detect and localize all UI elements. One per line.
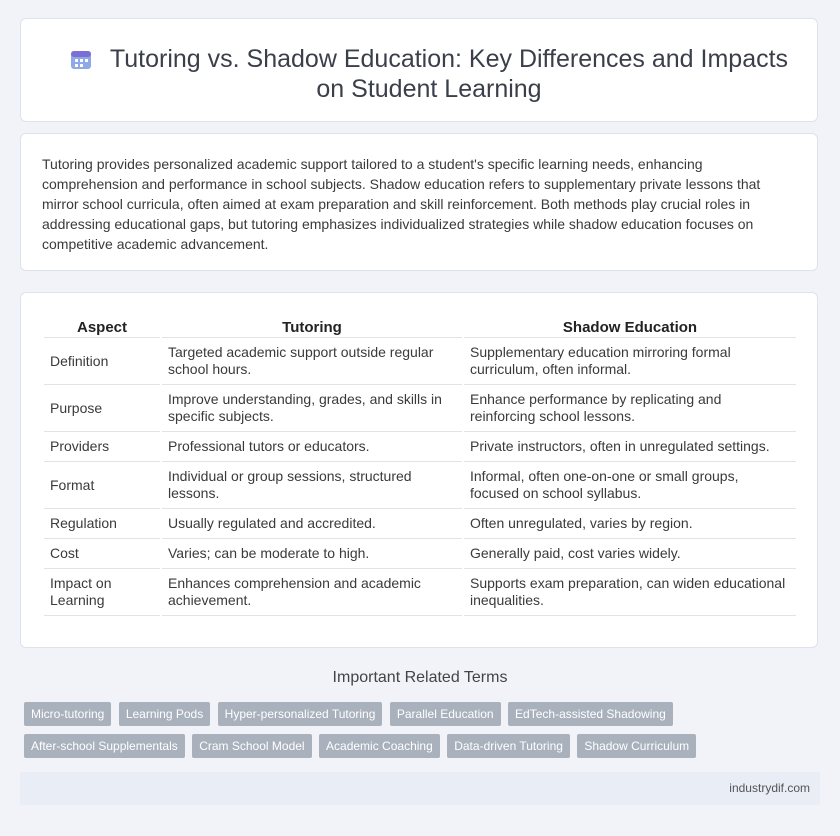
- shadow-cell: Informal, often one-on-one or small groups, focused on school syllabus.: [464, 462, 796, 509]
- aspect-cell: Cost: [44, 539, 160, 569]
- shadow-cell: Generally paid, cost varies widely.: [464, 539, 796, 569]
- table-row: [44, 569, 796, 616]
- title-card: [20, 18, 818, 122]
- calendar-icon: [70, 48, 92, 70]
- related-term-tag[interactable]: After-school Supplementals: [24, 734, 185, 758]
- related-term-tag[interactable]: Academic Coaching: [319, 734, 440, 758]
- related-term-tag[interactable]: Shadow Curriculum: [577, 734, 696, 758]
- aspect-cell: Purpose: [44, 385, 160, 432]
- header-tutoring: Tutoring: [162, 315, 462, 338]
- table-row: [44, 385, 796, 432]
- tutoring-cell: Usually regulated and accredited.: [162, 509, 462, 539]
- table-row: [44, 509, 796, 539]
- shadow-cell: Supplementary education mirroring formal curriculum, often informal.: [464, 338, 796, 385]
- related-term-tag[interactable]: Learning Pods: [119, 702, 210, 726]
- tutoring-cell: Individual or group sessions, structured lessons.: [162, 462, 462, 509]
- header-shadow-education: Shadow Education: [464, 315, 796, 338]
- comparison-table: [42, 315, 798, 616]
- aspect-cell: Format: [44, 462, 160, 509]
- aspect-cell: Impact on Learning: [44, 569, 160, 616]
- shadow-cell: Supports exam preparation, can widen educational inequalities.: [464, 569, 796, 616]
- table-row: [44, 462, 796, 509]
- table-row: [44, 539, 796, 569]
- related-terms-heading: Important Related Terms: [332, 669, 508, 686]
- aspect-cell: Regulation: [44, 509, 160, 539]
- title-text: Tutoring vs. Shadow Education: Key Differences and Impacts on Student Learning: [109, 45, 789, 103]
- table-header-row: [44, 315, 796, 338]
- tutoring-cell: Varies; can be moderate to high.: [162, 539, 462, 569]
- aspect-cell: Definition: [44, 338, 160, 385]
- tutoring-cell: Professional tutors or educators.: [162, 432, 462, 462]
- page-title: [61, 44, 797, 104]
- footer-bar: [20, 772, 820, 805]
- table-row: [44, 432, 796, 462]
- shadow-cell: Often unregulated, varies by region.: [464, 509, 796, 539]
- intro-paragraph: Tutoring provides personalized academic support tailored to a student's specific learning needs, enhancing comprehension and performance in school subjects. Shadow education refers to supplementary private lessons that mirror school curricula, often aimed at exam preparation and skill reinforcement. Both methods play crucial roles in addressing educational gaps, but tutoring emphasizes individualized strategies while shadow education focuses on competitive academic advancement.: [42, 156, 761, 252]
- tutoring-cell: Targeted academic support outside regular school hours.: [162, 338, 462, 385]
- related-term-tag[interactable]: Cram School Model: [192, 734, 311, 758]
- tutoring-cell: Improve understanding, grades, and skills in specific subjects.: [162, 385, 462, 432]
- related-terms-list: [24, 702, 724, 766]
- tutoring-cell: Enhances comprehension and academic achievement.: [162, 569, 462, 616]
- shadow-cell: Private instructors, often in unregulated settings.: [464, 432, 796, 462]
- table-row: [44, 338, 796, 385]
- footer-site-link[interactable]: industrydif.com: [729, 781, 810, 795]
- related-term-tag[interactable]: EdTech-assisted Shadowing: [508, 702, 673, 726]
- related-term-tag[interactable]: Parallel Education: [390, 702, 501, 726]
- header-aspect: Aspect: [44, 315, 160, 338]
- shadow-cell: Enhance performance by replicating and reinforcing school lessons.: [464, 385, 796, 432]
- related-term-tag[interactable]: Data-driven Tutoring: [447, 734, 570, 758]
- aspect-cell: Providers: [44, 432, 160, 462]
- intro-card: [20, 133, 818, 271]
- related-term-tag[interactable]: Micro-tutoring: [24, 702, 111, 726]
- comparison-card: [20, 292, 818, 648]
- related-term-tag[interactable]: Hyper-personalized Tutoring: [218, 702, 383, 726]
